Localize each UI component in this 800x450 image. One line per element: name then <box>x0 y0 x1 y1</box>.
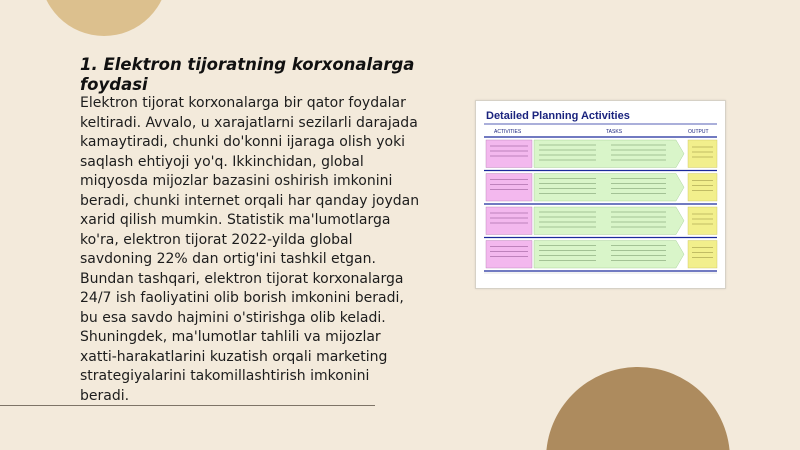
activity-box <box>486 207 532 235</box>
decorative-circle-top <box>40 0 168 36</box>
output-box <box>688 174 717 202</box>
task-arrow-box <box>534 174 684 202</box>
decorative-circle-bottom <box>546 367 730 450</box>
figure-title: Detailed Planning Activities <box>486 110 630 122</box>
task-arrow-box <box>534 207 684 235</box>
task-arrow-box <box>534 140 684 168</box>
activity-box <box>486 174 532 202</box>
output-box <box>688 207 717 235</box>
column-header-tasks: TASKS <box>606 129 623 135</box>
slide-title: 1. Elektron tijoratning korxonalarga foydasi <box>80 55 415 94</box>
task-arrow-box <box>534 241 684 269</box>
activity-box <box>486 241 532 269</box>
activity-box <box>486 140 532 168</box>
planning-activities-figure <box>475 100 726 289</box>
output-box <box>688 140 717 168</box>
column-header-output: OUTPUT <box>688 129 709 135</box>
column-header-activities: ACTIVITIES <box>494 129 522 135</box>
diagram-rows <box>484 137 717 271</box>
planning-diagram <box>476 101 725 288</box>
slide-body-text: Elektron tijorat korxonalarga bir qator foydalar keltiradi. Avvalo, u xarajatlarni sezilarli darajada kamaytiradi, chunki do'konni ijaraga olish yoki saqlash ehtiyoji yo'q. Ikkinchidan, global miqyosda mijozlar bazasini oshirish imkonini beradi, chunki internet orqali har qanday joydan xarid qilish mumkin. Statistik ma'lumotlarga ko'ra, elektron tijorat 2022-yilda global savdoning 22% dan ortig'ini tashkil etgan. Bundan tashqari, elektron tijorat korxonalarga 24/7 ish faoliyatini olib borish imkonini beradi, bu esa savdo hajmini o'stirishga olib keladi. Shuningdek, ma'lumotlar tahlili va mijozlar xatti-harakatlarini kuzatish orqali marketing strategiyalarini takomillashtirish imkonini beradi. <box>80 95 420 404</box>
output-box <box>688 241 717 269</box>
